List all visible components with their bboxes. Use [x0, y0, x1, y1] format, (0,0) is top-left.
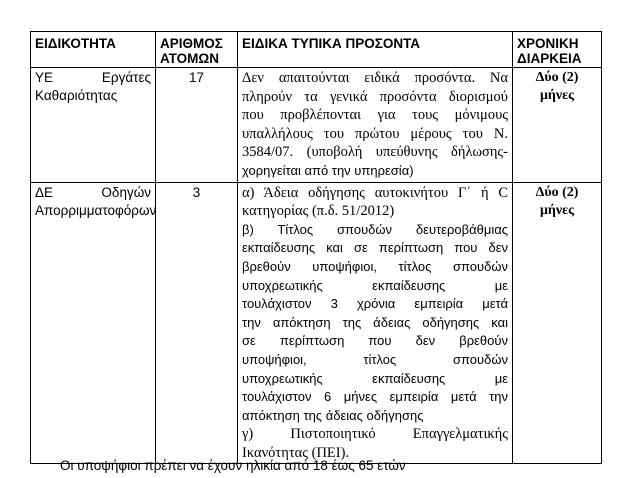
qualification-line: υποχρεωτικής εκπαίδευσης με — [242, 370, 508, 386]
header-specialty: ΕΙΔΙΚΟΤΗΤΑ — [31, 32, 156, 68]
qualification-line: που προβλέπονται για τους μόνιμους — [242, 107, 508, 124]
staffing-table — [30, 31, 602, 464]
qualification-line: υποχρεωτικής εκπαίδευσης με — [242, 277, 508, 293]
header-qualifications: ΕΙΔΙΚΑ ΤΥΠΙΚΑ ΠΡΟΣΟΝΤΑ — [238, 32, 513, 68]
qualification-line: τουλάχιστον 6 μήνες εμπειρία μετά την — [242, 389, 508, 405]
qualification-line: χορηγείται από την υπηρεσία) — [242, 162, 414, 178]
qualification-line: βρεθούν υποψήφιοι, τίτλος σπουδών — [242, 258, 508, 274]
qualification-line: γ) Πιστοποιητικό Επαγγελματικής — [242, 426, 508, 443]
qualifications-cell — [238, 182, 513, 464]
qualifications-cell — [238, 68, 513, 183]
duration-cell: Δύο (2) μήνες — [513, 182, 602, 464]
qualification-line: την απόκτηση της άδειας οδήγησης και — [242, 314, 508, 330]
header-row — [31, 32, 602, 68]
table-row — [31, 68, 602, 183]
duration-cell: Δύο (2) μήνες — [513, 68, 602, 183]
qualification-line: 3584/07. (υποβολή υπεύθυνης δήλωσης- — [242, 144, 508, 161]
table-row — [31, 182, 602, 464]
header-persons: ΑΡΙΘΜΟΣ ΑΤΟΜΩΝ — [156, 32, 238, 68]
header-duration: ΧΡΟΝΙΚΗ ΔΙΑΡΚΕΙΑ — [513, 32, 602, 68]
qualification-line: τουλάχιστον 3 χρόνια εμπειρία μετά — [242, 296, 508, 312]
qualification-line: α) Άδεια οδήγησης αυτοκινήτου Γ΄ ή C — [242, 184, 508, 201]
qualification-line: υποψήφιοι, τίτλος σπουδών — [242, 351, 508, 367]
qualification-line: απόκτηση της άδειας οδήγησης — [242, 407, 424, 423]
qualification-line: Ικανότητας (ΠΕΙ). — [242, 444, 350, 461]
persons-cell: 17 — [156, 68, 238, 183]
qualification-line: πληρούν τα γενικά προσόντα διορισμού — [242, 88, 508, 105]
persons-cell: 3 — [156, 182, 238, 464]
qualification-line: εκπαίδευσης και σε περίπτωση που δεν — [242, 240, 508, 256]
qualification-line: σε περίπτωση που δεν βρεθούν — [242, 333, 508, 349]
age-requirement-note: Οι υποψήφιοι πρέπει να έχουν ηλικία από 18 έως 65 ετών — [60, 458, 406, 473]
qualification-line: κατηγορίας (π.δ. 51/2012) — [242, 203, 395, 220]
specialty-cell: ΥΕ Εργάτες Καθαριότητας — [31, 68, 156, 183]
qualification-line: β) Τίτλος σπουδών δευτεροβάθμιας — [242, 221, 508, 237]
qualification-line: Δεν απαιτούνται ειδικά προσόντα. Να — [242, 70, 508, 86]
specialty-cell: ΔΕ Οδηγών Απορριμματοφόρων — [31, 182, 156, 464]
qualification-line: υπαλλήλους του πρώτου μέρους του Ν. — [242, 125, 508, 142]
